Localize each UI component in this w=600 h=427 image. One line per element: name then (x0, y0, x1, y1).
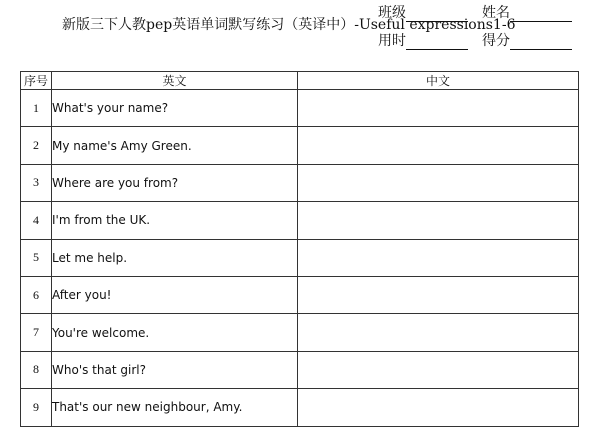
row-number: 6 (21, 276, 52, 313)
row-number: 8 (21, 351, 52, 388)
table-row (21, 127, 579, 164)
chinese-answer-cell[interactable] (298, 90, 579, 127)
english-phrase: My name's Amy Green. (52, 127, 298, 164)
english-phrase: Who's that girl? (52, 351, 298, 388)
time-label: 用时 (378, 33, 406, 49)
table-row (21, 389, 579, 426)
column-header-chinese: 中文 (298, 72, 579, 90)
column-header-english: 英文 (52, 72, 298, 90)
table-row (21, 202, 579, 239)
table-row (21, 314, 579, 351)
english-phrase: I'm from the UK. (52, 202, 298, 239)
english-phrase: What's your name? (52, 90, 298, 127)
english-phrase: You're welcome. (52, 314, 298, 351)
row-number: 1 (21, 90, 52, 127)
dictation-table (20, 71, 579, 427)
row-number: 4 (21, 202, 52, 239)
score-label: 得分 (482, 33, 510, 49)
row-number: 9 (21, 389, 52, 426)
column-header-number: 序号 (21, 72, 52, 90)
name-blank[interactable] (510, 7, 572, 22)
row-number: 2 (21, 127, 52, 164)
chinese-answer-cell[interactable] (298, 127, 579, 164)
table-header-row (21, 72, 579, 90)
class-label: 班级 (378, 5, 406, 21)
name-label: 姓名 (482, 5, 510, 21)
table-row (21, 239, 579, 276)
english-phrase: Where are you from? (52, 164, 298, 201)
english-phrase: After you! (52, 276, 298, 313)
english-phrase: Let me help. (52, 239, 298, 276)
table-row (21, 351, 579, 388)
chinese-answer-cell[interactable] (298, 164, 579, 201)
chinese-answer-cell[interactable] (298, 202, 579, 239)
table-row (21, 276, 579, 313)
chinese-answer-cell[interactable] (298, 314, 579, 351)
table-row (21, 164, 579, 201)
score-blank[interactable] (510, 35, 572, 50)
chinese-answer-cell[interactable] (298, 239, 579, 276)
row-number: 3 (21, 164, 52, 201)
page-title: 新版三下人教pep英语单词默写练习（英译中）-Useful expressions1-6 (62, 17, 516, 33)
chinese-answer-cell[interactable] (298, 276, 579, 313)
row-number: 7 (21, 314, 52, 351)
chinese-answer-cell[interactable] (298, 389, 579, 426)
table-row (21, 90, 579, 127)
row-number: 5 (21, 239, 52, 276)
english-phrase: That's our new neighbour, Amy. (52, 389, 298, 426)
time-blank[interactable] (406, 35, 468, 50)
header-fields-bottom (378, 30, 572, 50)
chinese-answer-cell[interactable] (298, 351, 579, 388)
